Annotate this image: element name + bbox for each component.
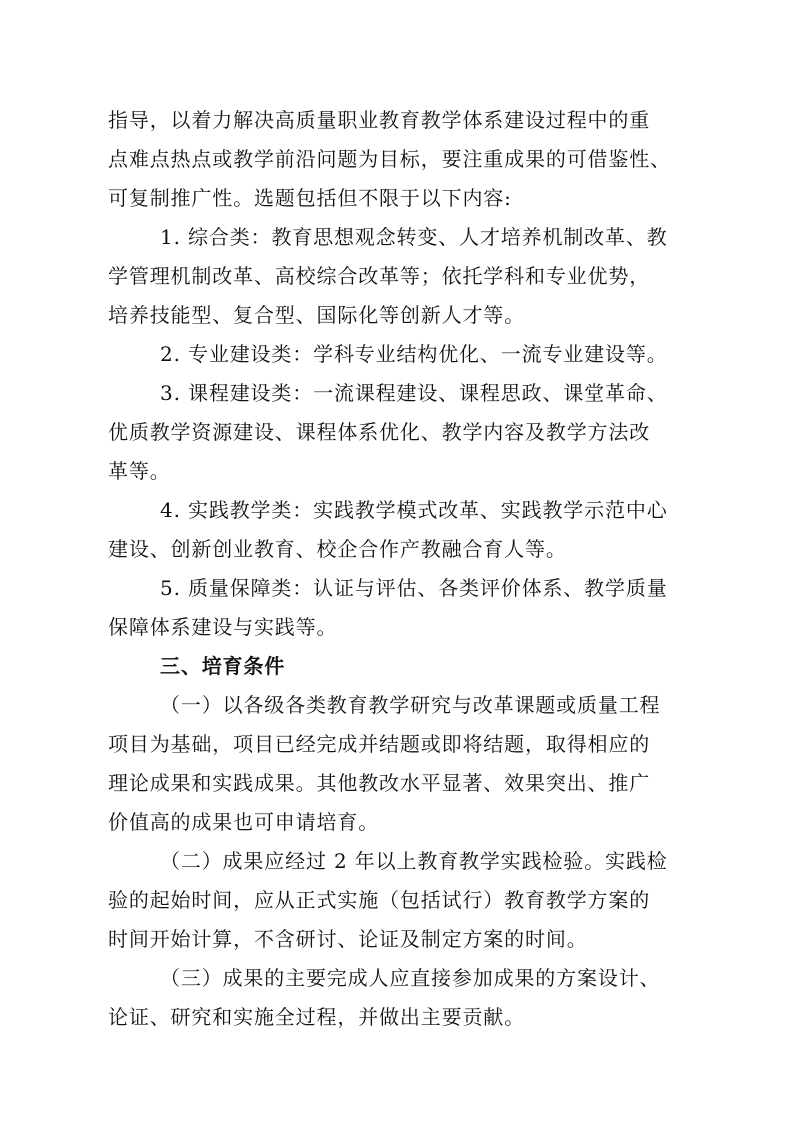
text-line: 论证、研究和实施全过程，并做出主要贡献。 [108,1005,525,1029]
text-line: 3. 课程建设类：一流课程建设、课程思政、课堂革命、 [160,381,668,405]
text-line: 培养技能型、复合型、国际化等创新人才等。 [108,303,525,327]
text-line: 革等。 [108,459,171,483]
text-line: 理论成果和实践成果。其他教改水平显著、效果突出、推广 [108,771,651,795]
section-heading: 三、培育条件 [160,654,286,678]
text-line: 2. 专业建设类：学科专业结构优化、一流专业建设等。 [160,342,668,366]
text-line: 建设、创新创业教育、校企合作产教融合育人等。 [108,537,567,561]
text-line: 学管理机制改革、高校综合改革等；依托学科和专业优势， [108,264,651,288]
text-line: 验的起始时间，应从正式实施（包括试行）教育教学方案的 [108,888,651,912]
text-line: 1. 综合类：教育思想观念转变、人才培养机制改革、教 [160,225,668,249]
text-line: 价值高的成果也可申请培育。 [108,810,380,834]
text-line: 可复制推广性。选题包括但不限于以下内容: [108,186,512,210]
text-line: 4. 实践教学类：实践教学模式改革、实践教学示范中心 [160,498,668,522]
text-line: （一）以各级各类教育教学研究与改革课题或质量工程 [160,693,661,717]
text-line: 保障体系建设与实践等。 [108,615,338,639]
text-line: （二）成果应经过 2 年以上教育教学实践检验。实践检 [160,849,668,873]
text-line: （三）成果的主要完成人应直接参加成果的方案设计、 [160,966,661,990]
text-line: 项目为基础，项目已经完成并结题或即将结题，取得相应的 [108,732,651,756]
text-line: 时间开始计算，不含研讨、论证及制定方案的时间。 [108,927,588,951]
text-line: 5. 质量保障类：认证与评估、各类评价体系、教学质量 [160,576,668,600]
text-line: 优质教学资源建设、课程体系优化、教学内容及教学方法改 [108,420,651,444]
text-line: 点难点热点或教学前沿问题为目标，要注重成果的可借鉴性、 [108,147,671,171]
text-line: 指导，以着力解决高质量职业教育教学体系建设过程中的重 [108,108,651,132]
